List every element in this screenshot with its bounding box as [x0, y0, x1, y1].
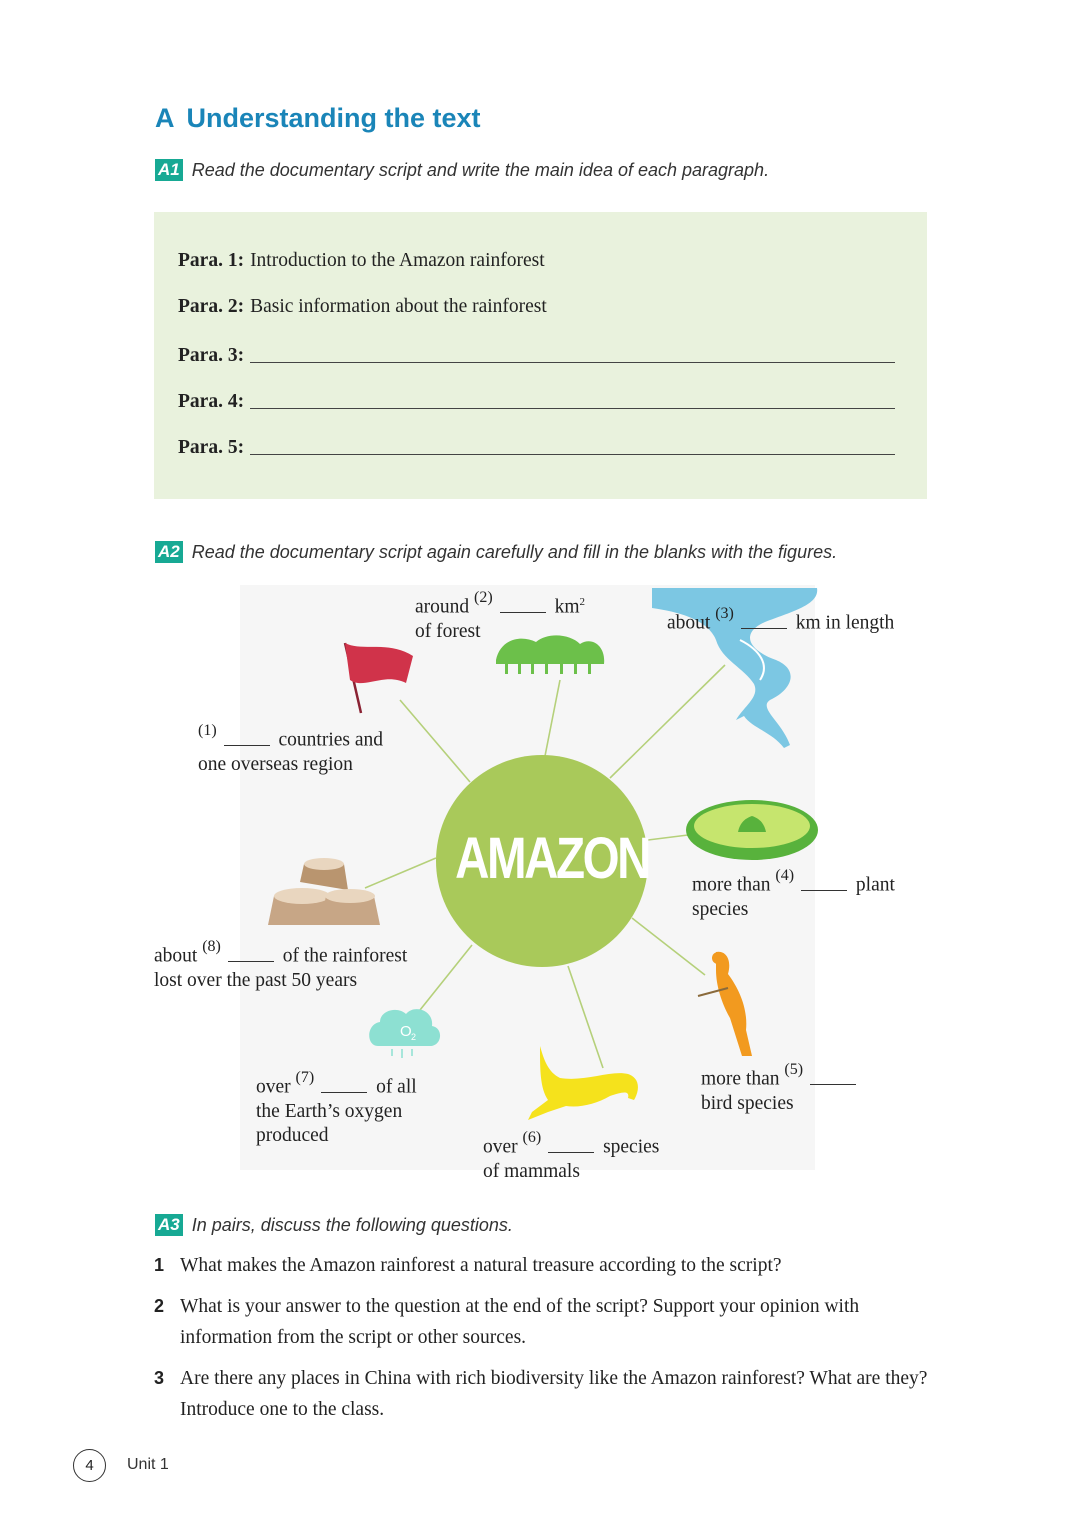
connector-countries	[400, 700, 470, 782]
label-river: about $^{(3)}$ km in length	[667, 605, 895, 634]
blank-1[interactable]	[224, 728, 270, 746]
connector-plants	[648, 835, 688, 840]
lily-pad-icon	[686, 800, 818, 860]
connector-loss	[365, 858, 436, 888]
label-mammals: over $^{(6)}$ species of mammals	[483, 1129, 660, 1182]
a3-instruction-text: In pairs, discuss the following questions.	[191, 1215, 513, 1235]
question-text: What makes the Amazon rainforest a natural treasure according to the script?	[180, 1255, 782, 1276]
section-title-text: Understanding the text	[186, 103, 481, 133]
blank-6[interactable]	[548, 1135, 594, 1153]
para-text: Introduction to the Amazon rainforest	[250, 250, 545, 271]
jaguar-icon	[528, 1046, 638, 1120]
o2-label: O	[400, 1023, 412, 1040]
a1-instruction-text: Read the documentary script and write the main idea of each paragraph.	[191, 160, 770, 180]
svg-text:2: 2	[411, 1032, 417, 1042]
a2-tag: A2	[155, 541, 183, 563]
blank-7[interactable]	[321, 1075, 367, 1093]
label-birds: more than $^{(5)}$ bird species	[701, 1061, 860, 1116]
label-plants: more than $^{(4)}$ plant species	[692, 867, 895, 920]
question-text: What is your answer to the question at the end of the script? Support your opinion with information from the script or other sources.	[180, 1296, 860, 1348]
para-label: Para. 1:	[178, 250, 245, 271]
a3-tag: A3	[155, 1214, 183, 1236]
connector-mammals	[568, 966, 603, 1068]
a3-instruction	[155, 1214, 513, 1236]
blank-4[interactable]	[801, 873, 847, 891]
stumps-icon	[268, 858, 380, 925]
blank-3[interactable]	[741, 611, 787, 629]
question-text: Are there any places in China with rich biodiversity like the Amazon rainforest? What are they? Introduce one to the class.	[180, 1368, 928, 1420]
section-letter: A	[155, 103, 175, 133]
blank-2[interactable]	[500, 595, 546, 613]
a1-tag: A1	[155, 159, 183, 181]
a3-question-list	[154, 1250, 954, 1435]
page-number: 4	[73, 1449, 106, 1482]
bird-icon	[698, 952, 752, 1056]
connector-birds	[632, 918, 705, 975]
label-forest: around $^{(2)}$ $km^2$ of forest	[415, 589, 585, 642]
para-text: Basic information about the rainforest	[250, 296, 547, 317]
question-item	[154, 1363, 954, 1425]
para-label: Para. 4:	[178, 391, 245, 412]
question-number: 1	[154, 1255, 165, 1275]
question-item	[154, 1250, 954, 1281]
para-label: Para. 5:	[178, 437, 245, 458]
oxygen-cloud-icon	[369, 1009, 440, 1058]
question-number: 2	[154, 1296, 165, 1316]
label-countries: $^{(1)}$ countries and one overseas region	[198, 722, 384, 775]
label-oxygen: over $^{(7)}$ of all the Earth’s oxygen produced	[256, 1069, 417, 1146]
para-label: Para. 2:	[178, 296, 245, 317]
connector-forest	[545, 680, 560, 756]
question-item	[154, 1291, 954, 1353]
para-label: Para. 3:	[178, 345, 245, 366]
a2-instruction-text: Read the documentary script again carefully and fill in the blanks with the figures.	[191, 542, 838, 562]
question-number: 3	[154, 1368, 165, 1388]
connector-river	[610, 665, 725, 778]
connector-oxygen	[420, 945, 472, 1010]
amazon-center-label: AMAZON	[455, 826, 650, 891]
blank-8[interactable]	[228, 944, 274, 962]
blank-5[interactable]	[810, 1067, 856, 1085]
label-loss: about $^{(8)}$ of the rainforest lost over the past 50 years	[154, 938, 408, 991]
unit-label: Unit 1	[127, 1456, 169, 1473]
